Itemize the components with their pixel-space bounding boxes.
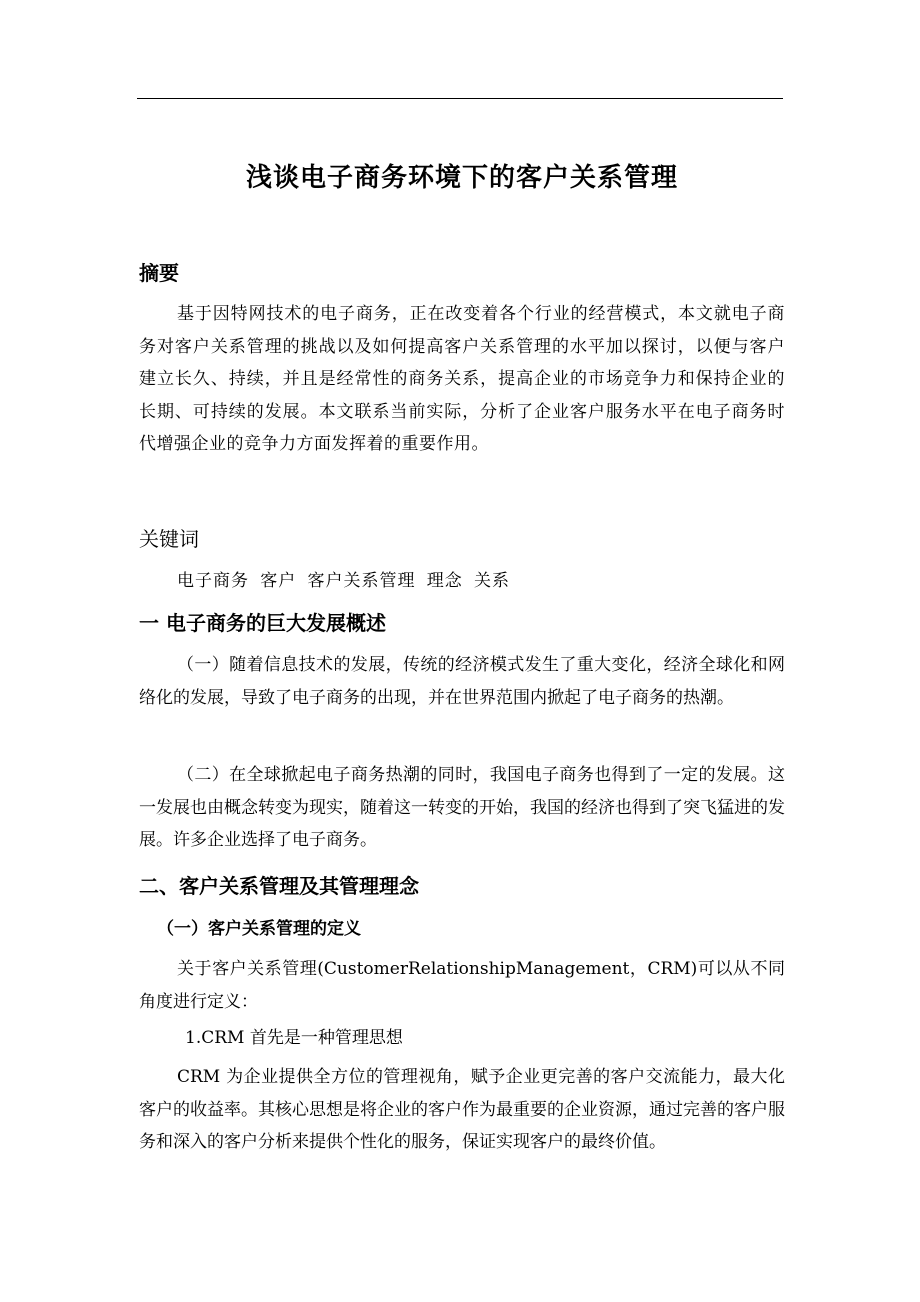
section2-heading: 二、客户关系管理及其管理理念 (139, 874, 419, 898)
section1-paragraph-1: （一）随着信息技术的发展，传统的经济模式发生了重大变化，经济全球化和网络化的发展，导致了电子商务的出现，并在世界范围内掀起了电子商务的热潮。 (139, 655, 785, 708)
section2-intro: 关于客户关系管理(CustomerRelationshipManagement，CRM)可以从不同角度进行定义： (139, 959, 785, 1012)
keywords-text: 电子商务 客户 客户关系管理 理念 关系 (177, 571, 510, 591)
abstract-text: 基于因特网技术的电子商务，正在改变着各个行业的经营模式，本文就电子商务对客户关系管理的挑战以及如何提高客户关系管理的水平加以探讨，以便与客户建立长久、持续，并且是经常性的商务关系，提高企业的市场竞争力和保持企业的长期、可持续的发展。本文联系当前实际，分析了企业客户服务水平在电子商务时代增强企业的竞争力方面发挥着的重要作用。 (139, 304, 785, 455)
section2-item-heading: 1.CRM 首先是一种管理思想 (185, 1028, 403, 1048)
document-title: 浅谈电子商务环境下的客户关系管理 (245, 163, 678, 193)
section2-subheading: （一）客户关系管理的定义 (157, 919, 361, 939)
header-rule (137, 98, 783, 99)
section1-paragraph-2: （二）在全球掀起电子商务热潮的同时，我国电子商务也得到了一定的发展。这一发展也由概念转变为现实，随着这一转变的开始，我国的经济也得到了突飞猛进的发展。许多企业选择了电子商务。 (139, 765, 785, 850)
section1-heading: 一 电子商务的巨大发展概述 (139, 611, 386, 635)
abstract-label: 摘要 (139, 261, 179, 285)
section2-item-text: CRM 为企业提供全方位的管理视角，赋予企业更完善的客户交流能力，最大化客户的收益率。其核心思想是将企业的客户作为最重要的企业资源，通过完善的客户服务和深入的客户分析来提供个性化的服务，保证实现客户的最终价值。 (139, 1067, 785, 1152)
keywords-label: 关键词 (139, 527, 199, 551)
